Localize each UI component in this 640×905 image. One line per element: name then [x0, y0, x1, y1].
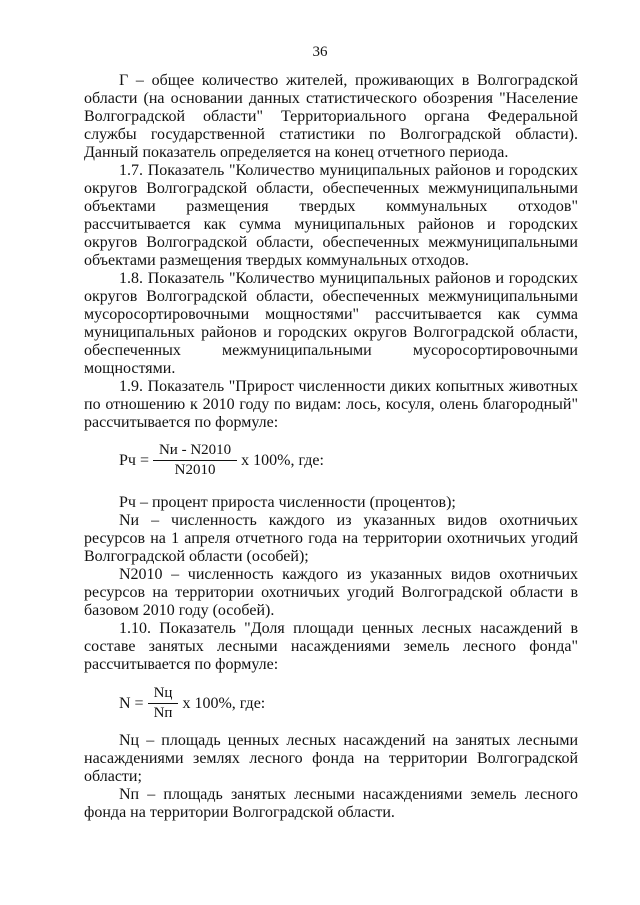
formula-growth-denominator: N2010 [174, 462, 216, 478]
formula-forest-denominator: Nп [153, 705, 173, 721]
formula-forest-fraction [148, 685, 179, 722]
paragraph-population-definition: Г – общее количество жителей, проживающих в Волгоградской области (на основании данных статистического обозрения "Население Волгоградской области" Территориального органа Федеральной службы государственной статистики по Волгоградской области). Данный показатель определяется на конец отчетного периода. [84, 72, 578, 161]
paragraph-indicator-1-8: 1.8. Показатель "Количество муниципальных районов и городских округов Волгоградской области, обеспеченных межмуниципальными мусоросортировочными мощностями" рассчитывается как сумма муниципальных районов и городских округов Волгоградской области, обеспеченных межмуниципальными мусоросортировочными мощностями. [84, 270, 578, 377]
formula-growth [119, 442, 324, 479]
formula-forest-share [119, 685, 265, 722]
formula-forest-rhs: x 100%, где: [182, 694, 266, 712]
text-block-2 [84, 494, 578, 674]
formula-forest-numerator: Nц [148, 685, 179, 704]
formula-growth-rhs: x 100%, где: [241, 451, 324, 469]
formula-forest-lhs: N = [119, 694, 144, 712]
text-block-3 [84, 732, 578, 822]
formula-growth-numerator: Nи - N2010 [153, 442, 237, 461]
paragraph-indicator-1-9: 1.9. Показатель "Прирост численности диких копытных животных по отношению к 2010 году по видам: лось, косуля, олень благородный" рассчитывается по формуле: [84, 378, 578, 431]
paragraph-indicator-1-10: 1.10. Показатель "Доля площади ценных лесных насаждений в составе занятых лесными насаждениями земель лесного фонда" рассчитывается по формуле: [84, 620, 578, 673]
paragraph-np-definition: Nп – площадь занятых лесными насаждениями земель лесного фонда на территории Волгоградской области. [84, 786, 578, 821]
paragraph-n2010-definition: N2010 – численность каждого из указанных видов охотничьих ресурсов на территории охотничьих угодий Волгоградской области в базовом 2010 году (особей). [84, 566, 578, 619]
text-block-1 [84, 72, 578, 432]
paragraph-indicator-1-7: 1.7. Показатель "Количество муниципальных районов и городских округов Волгоградской области, обеспеченных межмуниципальными объектами размещения твердых коммунальных отходов" рассчитывается как сумма муниципальных районов и городских округов Волгоградской области, обеспеченных межмуниципальными объектами размещения твердых коммунальных отходов. [84, 162, 578, 269]
formula-growth-fraction [153, 442, 237, 479]
paragraph-pch-definition: Рч – процент прироста численности (процентов); [119, 494, 456, 511]
formula-growth-lhs: Рч = [119, 451, 149, 469]
paragraph-ni-definition: Nи – численность каждого из указанных видов охотничьих ресурсов на 1 апреля отчетного года на территории охотничьих угодий Волгоградской области (особей); [84, 512, 578, 565]
paragraph-nc-definition: Nц – площадь ценных лесных насаждений на занятых лесными насаждениями землях лесного фонда на территории Волгоградской области; [84, 732, 578, 785]
page-number: 36 [312, 44, 328, 60]
